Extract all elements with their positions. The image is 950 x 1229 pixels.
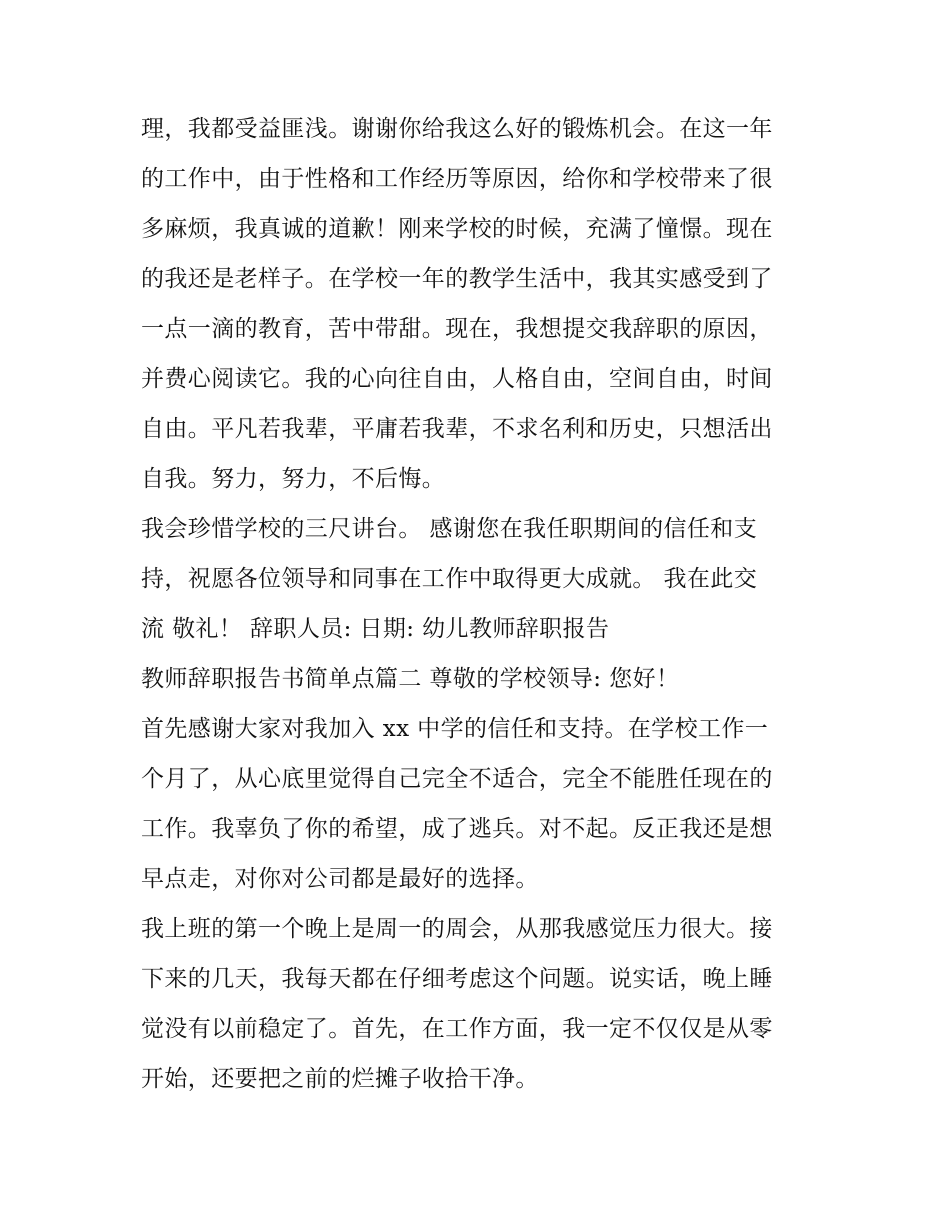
text-line: 个月了，从心底里觉得自己完全不适合，完全不能胜任现在的: [141, 766, 773, 792]
text-line: 教师辞职报告书简单点篇二 尊敬的学校领导: 您好！: [141, 666, 680, 692]
text-line: 首先感谢大家对我加入 xx 中学的信任和支持。在学校工作一: [141, 716, 769, 742]
text-line: 早点走，对你对公司都是最好的选择。: [141, 866, 539, 892]
text-line: 自由。平凡若我辈，平庸若我辈，不求名利和历史，只想活出: [141, 416, 773, 442]
text-line: 持，祝愿各位领导和同事在工作中取得更大成就。 我在此交: [141, 566, 758, 592]
text-line: 工作。我辜负了你的希望，成了逃兵。对不起。反正我还是想: [141, 816, 773, 842]
text-line: 流 敬礼！ 辞职人员: 日期: 幼儿教师辞职报告: [141, 616, 610, 642]
text-line: 觉没有以前稳定了。首先，在工作方面，我一定不仅仅是从零: [141, 1016, 773, 1042]
text-line: 下来的几天，我每天都在仔细考虑这个问题。说实话，晚上睡: [141, 966, 773, 992]
text-line: 的我还是老样子。在学校一年的教学生活中，我其实感受到了: [141, 266, 773, 292]
text-line: 一点一滴的教育，苦中带甜。现在，我想提交我辞职的原因，: [141, 316, 773, 342]
text-line: 开始，还要把之前的烂摊子收拾干净。: [141, 1066, 539, 1092]
text-line: 自我。努力，努力，不后悔。: [141, 466, 446, 492]
text-line: 我上班的第一个晚上是周一的周会，从那我感觉压力很大。接: [141, 916, 773, 942]
document-body: [141, 104, 813, 1104]
text-line: 我会珍惜学校的三尺讲台。 感谢您在我任职期间的信任和支: [141, 516, 758, 542]
text-line: 多麻烦，我真诚的道歉！刚来学校的时候，充满了憧憬。现在: [141, 216, 773, 242]
text-line: 的工作中，由于性格和工作经历等原因，给你和学校带来了很: [141, 166, 773, 192]
text-line: 理，我都受益匪浅。谢谢你给我这么好的锻炼机会。在这一年: [141, 116, 773, 142]
text-line: 并费心阅读它。我的心向往自由，人格自由，空间自由，时间: [141, 366, 773, 392]
